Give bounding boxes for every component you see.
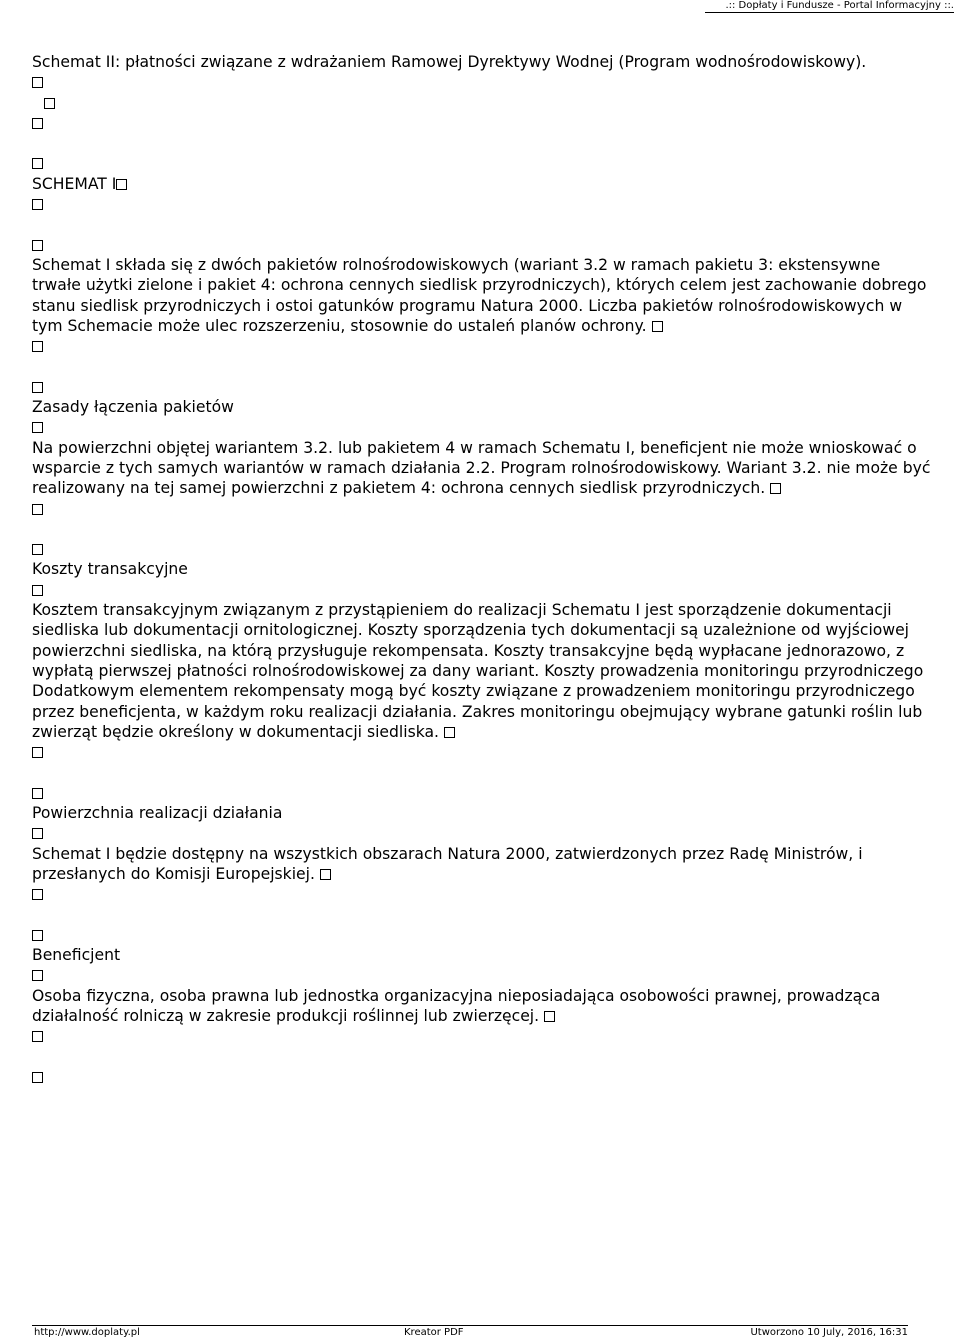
missing-glyph-icon: [32, 240, 43, 251]
missing-glyph-icon: [320, 869, 331, 880]
missing-glyph-icon: [770, 483, 781, 494]
missing-glyph-icon: [444, 727, 455, 738]
section-heading-schemat: SCHEMAT I: [32, 174, 932, 194]
missing-glyph-icon: [32, 158, 43, 169]
missing-glyph-icon: [32, 889, 43, 900]
missing-glyph-icon: [32, 747, 43, 758]
section-heading-zasady: Zasady łączenia pakietów: [32, 398, 234, 417]
missing-glyph-icon: [32, 199, 43, 210]
intro-paragraph: Schemat II: płatności związane z wdrażaniem Ramowej Dyrektywy Wodnej (Program wodnośrodowiskowy).: [32, 53, 867, 71]
missing-glyph-icon: [32, 1072, 43, 1083]
missing-glyph-icon: [32, 1031, 43, 1042]
missing-glyph-icon: [652, 321, 663, 332]
footer-timestamp: Utworzono 10 July, 2016, 16:31: [750, 1327, 908, 1338]
missing-glyph-icon: [32, 77, 43, 88]
missing-glyph-icon: [32, 788, 43, 799]
missing-glyph-icon: [32, 118, 43, 129]
header-title: .:: Dopłaty i Fundusze - Portal Informacyjny ::.: [725, 0, 954, 11]
missing-glyph-icon: [32, 382, 43, 393]
missing-glyph-icon: [32, 970, 43, 981]
section-heading-koszty: Koszty transakcyjne: [32, 560, 188, 579]
missing-glyph-icon: [32, 544, 43, 555]
footer-creator: Kreator PDF: [404, 1327, 464, 1338]
missing-glyph-icon: [32, 422, 43, 433]
footer-url[interactable]: http://www.doplaty.pl: [34, 1327, 140, 1338]
missing-glyph-icon: [32, 341, 43, 352]
missing-glyph-icon: [32, 585, 43, 596]
section-heading-beneficjent: Beneficjent: [32, 946, 121, 965]
beneficjent-paragraph: Osoba fizyczna, osoba prawna lub jednostka organizacyjna nieposiadająca osobowości prawnej, prowadząca działalność rolniczą w zakresie produkcji roślinnej lub zwierzęcej.: [32, 986, 881, 1025]
schemat-paragraph: Schemat I składa się z dwóch pakietów rolnośrodowiskowych (wariant 3.2 w ramach pakietu 3: ekstensywne trwałe użytki zielone i pakiet 4: ochrona cennych siedlisk przyrodniczych), których celem jest zachowanie dobrego stanu siedlisk przyrodniczych i ostoi gatunków programu Natura 2000. Liczba pakietów rolnośrodowiskowych w tym Schemacie może ulec rozszerzeniu, stosownie do ustaleń planów ochrony.: [32, 255, 927, 335]
missing-glyph-icon: [116, 179, 127, 190]
page-footer: [32, 1325, 908, 1338]
page-header: [705, 0, 954, 13]
missing-glyph-icon: [544, 1011, 555, 1022]
zasady-paragraph: Na powierzchni objętej wariantem 3.2. lub pakietem 4 w ramach Schematu I, beneficjent nie może wnioskować o wsparcie z tych samych wariantów w ramach działania 2.2. Program rolnośrodowiskowy. Wariant 3.2. nie może być realizowany na tej samej powierzchni z pakietem 4: ochrona cennych siedlisk przyrodniczych.: [32, 438, 931, 498]
missing-glyph-icon: [32, 828, 43, 839]
missing-glyph-icon: [44, 98, 55, 109]
missing-glyph-icon: [32, 504, 43, 515]
powierzchnia-paragraph: Schemat I będzie dostępny na wszystkich obszarach Natura 2000, zatwierdzonych przez Radę Ministrów, i przesłanych do Komisji Europejskiej.: [32, 844, 863, 883]
missing-glyph-icon: [32, 930, 43, 941]
koszty-paragraph: Kosztem transakcyjnym związanym z przystąpieniem do realizacji Schematu I jest sporządzenie dokumentacji siedliska lub dokumentacji ornitologicznej. Koszty sporządzenia tych dokumentacji są uzależnione od wyjściowej powierzchni siedliska, na którą przysługuje rekompensata. Koszty transakcyjne będą wypłacane jednorazowo, z wypłatą pierwszej płatności rolnośrodowiskowej za dany wariant. Koszty prowadzenia monitoringu przyrodniczego Dodatkowym elementem rekompensaty mogą być koszty związane z prowadzeniem monitoringu przyrodniczego przez beneficjenta, w każdym roku realizacji działania. Zakres monitoringu obejmujący wybrane gatunki roślin lub zwierząt będzie określony w dokumentacji siedliska.: [32, 601, 924, 741]
section-heading-powierzchnia: Powierzchnia realizacji działania: [32, 803, 283, 822]
document-body: [32, 52, 932, 1087]
